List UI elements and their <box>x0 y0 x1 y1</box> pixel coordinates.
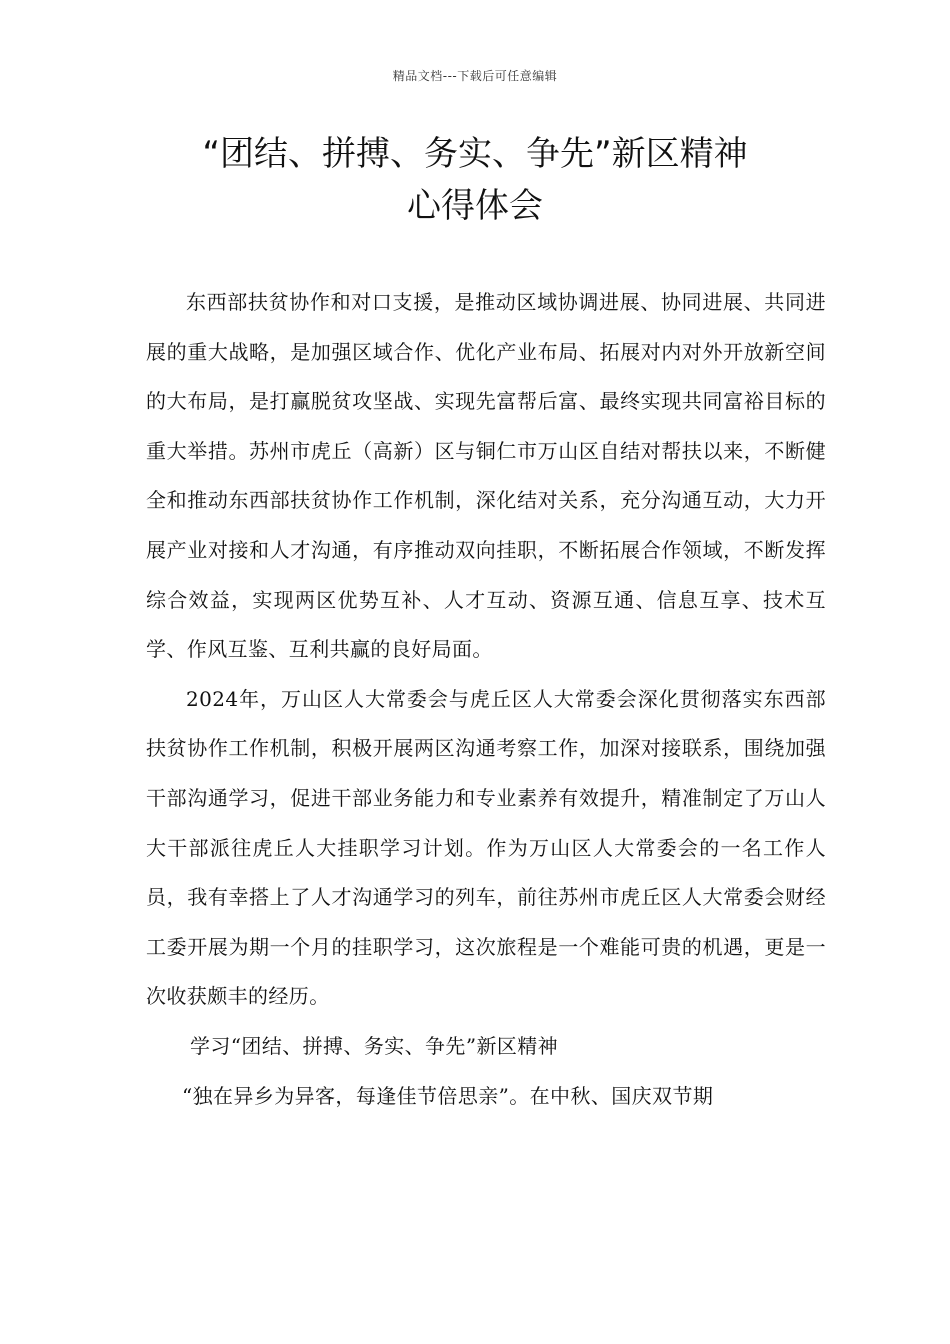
paragraph-3: “独在异乡为异客，每逢佳节倍思亲”。在中秋、国庆双节期 <box>182 1083 714 1108</box>
paragraph-2: 2024年，万山区人大常委会与虎丘区人大常委会深化贯彻落实东西部扶贫协作工作机制，积极开展两区沟通考察工作，加深对接联系，围绕加强干部沟通学习，促进干部业务能力和专业素养有效提升，精准制定了万山人大干部派往虎丘人大挂职学习计划。作为万山区人大常委会的一名工作人员，我有幸搭上了人才沟通学习的列车，前往苏州市虎丘区人大常委会财经工委开展为期一个月的挂职学习，这次旅程是一个难能可贵的机遇，更是一次收获颇丰的经历。 <box>146 686 826 1009</box>
section-heading: 学习“团结、拼搏、务实、争先”新区精神 <box>190 1033 559 1058</box>
title-line-1: “团结、拼搏、务实、争先”新区精神 <box>202 134 748 174</box>
document-body <box>146 278 826 1121</box>
header-note: 精品文档---下载后可任意编辑 <box>392 69 558 83</box>
document-title <box>80 128 870 232</box>
paragraph-1: 东西部扶贫协作和对口支援，是推动区域协调进展、协同进展、共同进展的重大战略，是加强区域合作、优化产业布局、拓展对内对外开放新空间的大布局，是打赢脱贫攻坚战、实现先富帮后富、最终实现共同富裕目标的重大举措。苏州市虎丘（高新）区与铜仁市万山区自结对帮扶以来，不断健全和推动东西部扶贫协作工作机制，深化结对关系，充分沟通互动，大力开展产业对接和人才沟通，有序推动双向挂职，不断拓展合作领域，不断发挥综合效益，实现两区优势互补、人才互动、资源互通、信息互享、技术互学、作风互鉴、互利共赢的良好局面。 <box>146 290 826 662</box>
title-line-2: 心得体会 <box>407 186 543 226</box>
